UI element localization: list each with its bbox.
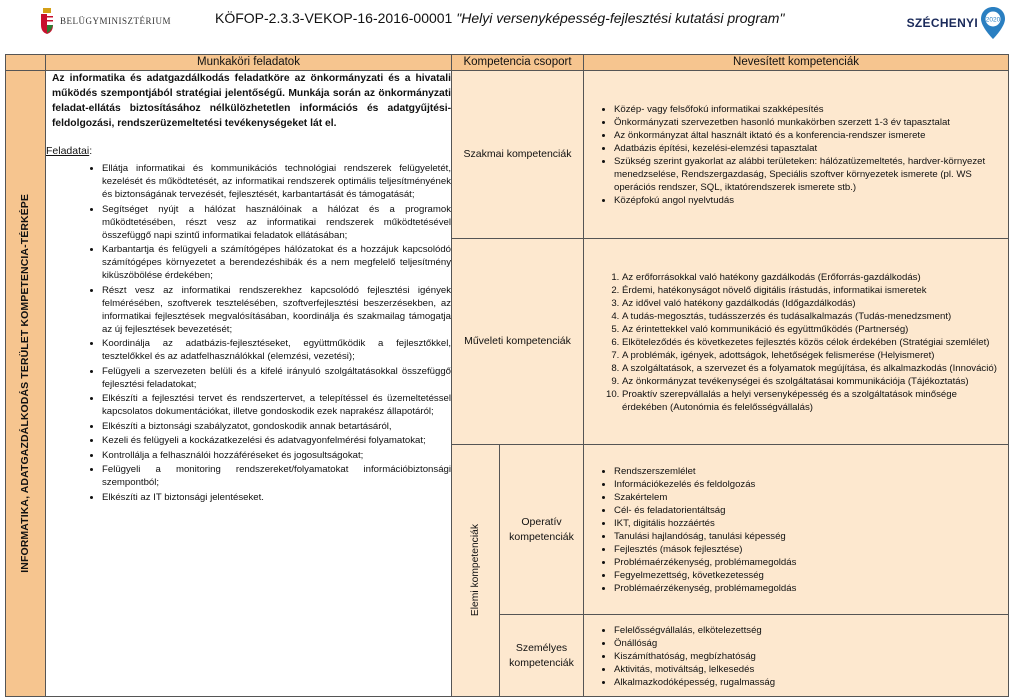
header-corner [6, 55, 46, 71]
group-elemi-cell [452, 445, 500, 697]
document-header [0, 0, 1024, 48]
list-item: • Kezeli és felügyeli a kockázatkezelési és adatvagyonfelmérési folyamatokat; [102, 434, 451, 447]
list-item: 10. Proaktív szerepvállalás a helyi versenyképesség és a szolgáltatások minősége érdekében (Autonómia és felelősségvállalás) [622, 388, 1002, 414]
list-item: • Elkészíti az IT biztonsági jelentéseket. [102, 491, 451, 504]
list-item: • Tanulási hajlandóság, tanulási képesség [614, 530, 1002, 543]
list-item: • Cél- és feladatorientáltság [614, 504, 1002, 517]
ministry-logo [40, 8, 171, 34]
group-szemelyes: Személyes kompetenciák [500, 615, 584, 697]
ministry-name: BELÜGYMINISZTÉRIUM [60, 16, 171, 26]
list-item: • Rendszerszemlélet [614, 465, 1002, 478]
list-item: • Koordinálja az adatbázis-fejlesztéseket, együttműködik a fejlesztőkkel, tesztelőkkel és az adatfelhasználókkal (elemzési, vezetési); [102, 337, 451, 363]
tasks-label: Feladatai [46, 145, 90, 157]
project-title: "Helyi versenyképesség-fejlesztési kutatási program" [456, 10, 785, 26]
list-item: • Szükség szerint gyakorlat az alábbi területeken: hálózatüzemeltetés, hardver-környezet menedzselése, Rendszergazdaság, Speciális szoftver környezetek ismerete (pl. WS operációs rendszer, SQL, iktatórendszerek ismerete stb.) [614, 155, 1002, 194]
list-item: • Fejlesztés (mások fejlesztése) [614, 543, 1002, 556]
header-group: Kompetencia csoport [452, 55, 584, 71]
intro-text: Az informatika és adatgazdálkodás feladatköre az önkormányzati és a hivatali működés szempontjából stratégiai jelentőségű. Munkája során az önkormányzati feladat-ellátás biztosításához nélkülözhetetlen információs és adatgyűjtési-feldolgozási, rendszerüzemeltetési tevékenységeket lát el. [52, 73, 451, 129]
task-list [46, 162, 451, 504]
list-item: • Felügyeli a szervezeten belüli és a kifelé irányuló szolgáltatásokkal összefüggő fejlesztési feladatokat; [102, 365, 451, 391]
list-item: 8. A szolgáltatások, a szervezet és a folyamatok megújítása, és alkalmazkodás (Innováció) [622, 362, 1002, 375]
list-item: • Problémaérzékenység, problémamegoldás [614, 556, 1002, 569]
competency-table [5, 54, 1009, 697]
list-item: 7. A problémák, igények, adottságok, lehetőségek felismerése (Helyismeret) [622, 349, 1002, 362]
list-item: • Problémaérzékenység, problémamegoldás [614, 582, 1002, 595]
szechenyi-logo [907, 6, 1006, 40]
szakmai-list [584, 101, 1008, 208]
operativ-list [584, 463, 1008, 596]
header-named: Nevesített kompetenciák [584, 55, 1009, 71]
list-item: • Fegyelmezettség, következetesség [614, 569, 1002, 582]
list-item: • Kontrollálja a felhasználói hozzáféréseket és jogosultságokat; [102, 449, 451, 462]
list-item: 1. Az erőforrásokkal való hatékony gazdálkodás (Erőforrás-gazdálkodás) [622, 271, 1002, 284]
list-item: 3. Az idővel való hatékony gazdálkodás (Időgazdálkodás) [622, 297, 1002, 310]
list-item: • Önállóság [614, 637, 1002, 650]
header-tasks: Munkaköri feladatok [46, 55, 452, 71]
coat-of-arms-icon [40, 8, 54, 34]
brand-name: SZÉCHENYI [906, 16, 978, 30]
project-code: KÖFOP-2.3.3-VEKOP-16-2016-00001 [215, 10, 453, 26]
list-item: • Elkészíti a biztonsági szabályzatot, gondoskodik annak betartásáról, [102, 420, 451, 433]
list-item: • Önkormányzati szervezetben hasonló munkakörben szerzett 1-3 év tapasztalat [614, 116, 1002, 129]
list-item: 4. A tudás-megosztás, tudásszerzés és tudásalkalmazás (Tudás-menedzsment) [622, 310, 1002, 323]
list-item: • IKT, digitális hozzáértés [614, 517, 1002, 530]
szemelyes-list [584, 622, 1008, 690]
tasks-cell [46, 71, 452, 697]
list-item: • Részt vesz az informatikai rendszerekhez kapcsolódó fejlesztési igények felmérésében, szoftverek tesztelésében, szoftverfejlesztési beszerzésekben, az informatikai fejlesztések megvalósításában, koordinálja és szakmailag támogatja az új fejlesztések bevezetését; [102, 284, 451, 336]
list-item: • Elkészíti a fejlesztési tervet és rendszertervet, a telepítéssel és üzemeltetéssel kapcsolatos dokumentációkat, illetve gondoskodik ezek naprakész állapotáról; [102, 392, 451, 418]
group-muveleti: Műveleti kompetenciák [452, 239, 584, 445]
named-muveleti-cell [584, 239, 1009, 445]
brand-year: 2020 [985, 16, 1001, 24]
named-szakmai-cell [584, 71, 1009, 239]
named-szemelyes-cell [584, 615, 1009, 697]
vertical-title: INFORMATIKA, ADATGAZDÁLKODÁS TERÜLET KOMPETENCIA-TÉRKÉPE [19, 194, 31, 573]
named-operativ-cell [584, 445, 1009, 615]
list-item: 9. Az önkormányzat tevékenységei és szolgáltatásai kommunikációja (Tájékoztatás) [622, 375, 1002, 388]
list-item: 2. Érdemi, hatékonyságot növelő digitális írástudás, informatikai ismeretek [622, 284, 1002, 297]
list-item: • Közép- vagy felsőfokú informatikai szakképesítés [614, 103, 1002, 116]
list-item: • Szakértelem [614, 491, 1002, 504]
group-elemi: Elemi kompetenciák [470, 524, 481, 617]
list-item: • Ellátja informatikai és kommunikációs technológiai rendszerek felügyeletét, kezelését és működtetését, az informatikai rendszerek optimális teljesítményének és biztonságának tervezését, fejlesztését, karbantartását és támogatását; [102, 162, 451, 201]
list-item: • Kiszámíthatóság, megbízhatóság [614, 650, 1002, 663]
muveleti-list [584, 269, 1008, 415]
vertical-title-cell [6, 71, 46, 697]
list-item: 5. Az érintettekkel való kommunikáció és együttműködés (Partnerség) [622, 323, 1002, 336]
list-item: • Segítséget nyújt a hálózat használóinak a hálózat és a programok működtetésében, részt vesz az informatikai rendszerek működtetésével összefüggő napi szintű informatikai feladatok ellátásában; [102, 203, 451, 242]
map-pin-icon [980, 6, 1006, 40]
list-item: • Felelősségvállalás, elkötelezettség [614, 624, 1002, 637]
list-item: 6. Elköteleződés és következetes fejlesztés közös célok érdekében (Stratégiai szemlélet) [622, 336, 1002, 349]
list-item: • Középfokú angol nyelvtudás [614, 194, 1002, 207]
group-szakmai: Szakmai kompetenciák [452, 71, 584, 239]
list-item: • Aktivitás, motiváltság, lelkesedés [614, 663, 1002, 676]
tasks-label-colon: : [89, 145, 93, 157]
list-item: • Felügyeli a monitoring rendszereket/folyamatokat információbiztonsági szempontból; [102, 463, 451, 489]
list-item: • Az önkormányzat által használt iktató és a konferencia-rendszer ismerete [614, 129, 1002, 142]
document-title [215, 10, 784, 26]
group-operativ: Operatív kompetenciák [500, 445, 584, 615]
list-item: • Információkezelés és feldolgozás [614, 478, 1002, 491]
list-item: • Adatbázis építési, kezelési-elemzési tapasztalat [614, 142, 1002, 155]
list-item: • Karbantartja és felügyeli a számítógépes hálózatokat és a hozzájuk kapcsolódó számítógépes környezetet a berendezéshibák és a nem megfelelő teljesítmény kiküszöbölése érdekében; [102, 243, 451, 282]
tasks-heading [46, 145, 451, 158]
list-item: • Alkalmazkodóképesség, rugalmasság [614, 676, 1002, 689]
